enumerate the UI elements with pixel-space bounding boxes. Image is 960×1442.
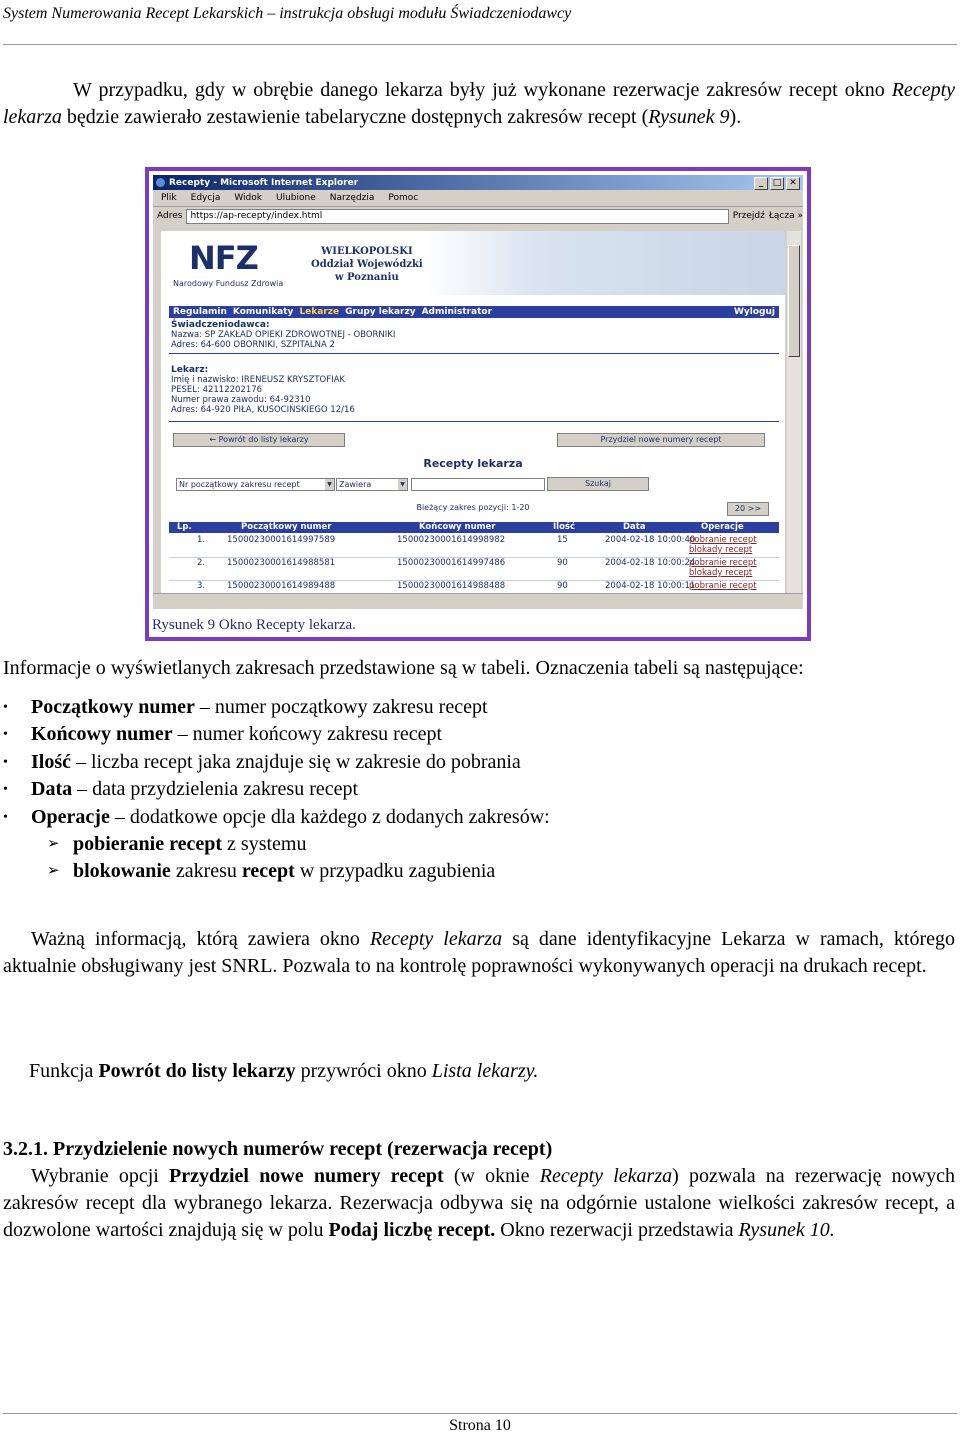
cell-lp: 1. bbox=[197, 535, 206, 545]
address-label: Adres bbox=[157, 211, 183, 221]
sub-list-item bbox=[3, 858, 550, 885]
menu-favorites[interactable]: Ulubione bbox=[275, 193, 316, 203]
cell-lp: 3. bbox=[197, 581, 206, 591]
search-button[interactable]: Szukaj bbox=[547, 477, 649, 491]
text: (w oknie bbox=[443, 1165, 540, 1187]
provider-info bbox=[171, 320, 395, 350]
nav-komunikaty[interactable]: Komunikaty bbox=[232, 307, 294, 317]
text-bold: Przydziel nowe numery recept bbox=[169, 1165, 444, 1187]
menu-tools[interactable]: Narzędzia bbox=[329, 193, 375, 203]
text: W przypadku, gdy w obrębie danego lekarza były już wykonane rezerwacje zakresów recept okno bbox=[73, 79, 892, 101]
page-subtitle: Recepty lekarza bbox=[423, 457, 523, 470]
cell-start: 15000230001614988581 bbox=[227, 558, 336, 568]
nfz-logo-subtitle: Narodowy Fundusz Zdrowia bbox=[173, 279, 284, 288]
term: recept bbox=[241, 860, 295, 883]
text: ). bbox=[729, 106, 742, 128]
list-item bbox=[3, 749, 550, 776]
term: Początkowy numer bbox=[31, 696, 195, 718]
site-nav bbox=[169, 306, 779, 318]
op-download-link[interactable]: pobranie recept bbox=[689, 581, 757, 591]
menu-bar bbox=[153, 190, 803, 207]
close-button[interactable]: ✕ bbox=[786, 177, 800, 190]
nav-lekarze[interactable]: Lekarze bbox=[299, 307, 340, 317]
paragraph-intro bbox=[3, 77, 955, 131]
table-row bbox=[169, 558, 779, 581]
text-italic: Recepty lekarza bbox=[539, 1165, 673, 1187]
page-number: Strona 10 bbox=[449, 1417, 511, 1434]
cell-qty: 90 bbox=[557, 581, 568, 591]
assign-new-numbers-button[interactable]: Przydziel nowe numery recept bbox=[557, 433, 765, 447]
text-italic: Recepty lekarza bbox=[369, 928, 503, 950]
doctor-pesel: PESEL: 42112202176 bbox=[171, 385, 263, 395]
text-bold: Podaj liczbę recept. bbox=[328, 1219, 496, 1241]
cell-lp: 2. bbox=[197, 558, 206, 568]
cell-qty: 90 bbox=[557, 558, 568, 568]
col-end: Końcowy numer bbox=[419, 522, 496, 532]
provider-heading: Świadczeniodawca: bbox=[171, 320, 270, 330]
next-page-button[interactable]: 20 >> bbox=[727, 502, 769, 516]
definition: – numer początkowy zakresu recept bbox=[194, 696, 488, 718]
back-to-doctors-button[interactable]: ← Powrót do listy lekarzy bbox=[173, 433, 345, 447]
doctor-heading: Lekarz: bbox=[171, 365, 209, 375]
web-page bbox=[161, 231, 785, 593]
sub-list-wrapper bbox=[3, 831, 550, 886]
vertical-scrollbar[interactable] bbox=[787, 231, 801, 593]
scroll-thumb[interactable] bbox=[788, 245, 800, 357]
cell-start: 15000230001614997589 bbox=[227, 535, 336, 545]
filter-op-select[interactable] bbox=[336, 478, 408, 491]
paragraph-reservation bbox=[3, 1163, 955, 1244]
figure-caption: Rysunek 9 Okno Recepty lekarza. bbox=[152, 617, 356, 633]
doctor-license: Numer prawa zawodu: 64-92310 bbox=[171, 395, 311, 405]
cell-start: 15000230001614989488 bbox=[227, 581, 336, 591]
cell-date: 2004-02-18 10:00:24 bbox=[605, 558, 696, 568]
filter-field-select[interactable] bbox=[176, 478, 335, 491]
legend-list bbox=[3, 694, 550, 886]
op-download-link[interactable]: pobranie recept bbox=[689, 535, 757, 545]
cell-end: 15000230001614998982 bbox=[397, 535, 506, 545]
address-bar bbox=[153, 207, 803, 225]
list-item bbox=[3, 721, 550, 748]
list-item bbox=[3, 804, 550, 831]
definition: z systemu bbox=[222, 833, 307, 856]
provider-address: Adres: 64-600 OBORNIKI, SZPITALNA 2 bbox=[171, 340, 335, 350]
text: są dane identyfikacyjne Lekarza w ramach, którego aktualnie obsługiwany jest SNRL. Pozwala to na kontrolę poprawności wykonywanych operacji na drukach recept. bbox=[3, 928, 955, 977]
browser-window bbox=[153, 175, 803, 609]
minimize-button[interactable]: _ bbox=[754, 177, 768, 190]
list-item bbox=[3, 694, 550, 721]
range-label: Bieżący zakres pozycji: 1-20 bbox=[416, 503, 530, 512]
cell-end: 15000230001614997486 bbox=[397, 558, 506, 568]
definition: zakresu bbox=[170, 860, 242, 883]
op-block-link[interactable]: blokady recept bbox=[689, 568, 753, 578]
go-button[interactable]: Przejdź bbox=[732, 211, 765, 221]
filter-op-value: Zawiera bbox=[339, 480, 372, 489]
term: Operacje bbox=[31, 805, 110, 828]
text-italic: Lista lekarzy. bbox=[431, 1060, 539, 1082]
definition: – dodatkowe opcje dla każdego z dodanych zakresów: bbox=[109, 805, 550, 828]
ie-icon bbox=[156, 178, 165, 187]
cell-end: 15000230001614988488 bbox=[397, 581, 506, 591]
section-heading: 3.2.1. Przydzielenie nowych numerów recept (rezerwacja recept) bbox=[3, 1138, 553, 1160]
doctor-info bbox=[171, 365, 355, 415]
filter-field-value: Nr początkowy zakresu recept bbox=[179, 480, 300, 489]
footer-divider bbox=[3, 1413, 957, 1414]
text: Okno rezerwacji przedstawia bbox=[495, 1219, 739, 1241]
filter-text-input[interactable] bbox=[411, 478, 545, 491]
term: pobieranie recept bbox=[73, 833, 223, 856]
term: Data bbox=[31, 778, 73, 801]
text-bold: Powrót do listy lekarzy bbox=[98, 1060, 296, 1082]
col-lp: Lp. bbox=[177, 522, 192, 532]
operations-sub-list bbox=[3, 831, 550, 886]
text: ) pozwala na rezerwację nowych zakresów recept dla wybranego lekarza. Rezerwacja odbywa się na odgórnie ustalone wielkości zakresów recept, a dozwolone wartości znajdują się w polu bbox=[3, 1165, 955, 1241]
nav-regulamin[interactable]: Regulamin bbox=[173, 307, 227, 317]
text-italic: Recepty lekarza bbox=[3, 79, 955, 128]
document-header: System Numerowania Recept Lekarskich – instrukcja obsługi modułu Świadczeniodawcy bbox=[3, 5, 572, 22]
nav-grupy-lekarzy[interactable]: Grupy lekarzy bbox=[345, 307, 416, 317]
window-title: Recepty - Microsoft Internet Explorer bbox=[169, 177, 359, 188]
maximize-button[interactable]: □ bbox=[770, 177, 784, 190]
nav-logout[interactable]: Wyloguj bbox=[734, 307, 775, 317]
table-row bbox=[169, 535, 779, 558]
address-input[interactable]: https://ap-recepty/index.html bbox=[186, 209, 728, 224]
text: przywróci okno bbox=[295, 1060, 432, 1082]
col-date: Data bbox=[623, 522, 646, 532]
status-bar bbox=[153, 593, 803, 609]
col-start: Początkowy numer bbox=[241, 522, 332, 532]
text: będzie zawierało zestawienie tabelaryczne dostępnych zakresów recept ( bbox=[61, 106, 649, 128]
list-item bbox=[3, 776, 550, 803]
menu-view[interactable]: Widok bbox=[234, 193, 262, 203]
menu-file[interactable]: Plik bbox=[161, 193, 177, 203]
op-block-link[interactable]: blokady recept bbox=[689, 545, 753, 555]
menu-edit[interactable]: Edycja bbox=[190, 193, 221, 203]
branch-name bbox=[311, 245, 423, 284]
col-operations: Operacje bbox=[701, 522, 744, 532]
nfz-logo: NFZ bbox=[189, 239, 258, 277]
nav-administrator[interactable]: Administrator bbox=[421, 307, 493, 317]
definition: w przypadku zagubienia bbox=[294, 860, 496, 883]
provider-name: Nazwa: SP ZAKŁAD OPIEKI ZDROWOTNEJ - OBORNIKI bbox=[171, 330, 396, 340]
divider bbox=[169, 353, 779, 354]
dropdown-arrow-icon: ▼ bbox=[398, 479, 407, 490]
doctor-address: Adres: 64-920 PIŁA, KUSOCIŃSKIEGO 12/16 bbox=[171, 405, 355, 415]
term: blokowanie bbox=[73, 860, 171, 883]
paragraph-doctor-data bbox=[3, 926, 955, 980]
definition: – data przydzielenia zakresu recept bbox=[72, 778, 359, 801]
term: Końcowy numer bbox=[31, 723, 173, 746]
branch-line: Oddział Wojewódzki bbox=[311, 259, 423, 270]
op-download-link[interactable]: pobranie recept bbox=[689, 558, 757, 568]
term: Ilość bbox=[31, 750, 71, 773]
definition: – numer końcowy zakresu recept bbox=[172, 723, 443, 746]
col-qty: Ilość bbox=[553, 522, 576, 532]
figure-screenshot bbox=[145, 167, 811, 641]
divider bbox=[169, 421, 779, 422]
paragraph-back-function bbox=[29, 1058, 955, 1085]
figure-ref: Rysunek 9 bbox=[648, 106, 730, 128]
dropdown-arrow-icon: ▼ bbox=[325, 479, 334, 490]
branch-line: WIELKOPOLSKI bbox=[321, 246, 413, 257]
window-titlebar bbox=[153, 175, 803, 190]
cell-date: 2004-02-18 10:00:11 bbox=[605, 581, 696, 591]
sub-list-item bbox=[3, 831, 550, 858]
cell-qty: 15 bbox=[557, 535, 568, 545]
table-row bbox=[169, 581, 779, 593]
branch-line: w Poznaniu bbox=[334, 272, 399, 283]
cell-date: 2004-02-18 10:00:40 bbox=[605, 535, 696, 545]
menu-help[interactable]: Pomoc bbox=[388, 193, 419, 203]
table-header bbox=[169, 522, 779, 533]
text: Funkcja bbox=[29, 1060, 99, 1082]
text: Ważną informacją, którą zawiera okno bbox=[31, 928, 370, 950]
doctor-name: Imię i nazwisko: IRENEUSZ KRYSZTOFIAK bbox=[171, 375, 345, 385]
text: Wybranie opcji bbox=[31, 1165, 170, 1187]
links-button[interactable]: Łącza » bbox=[768, 211, 803, 221]
paragraph-table-info: Informacje o wyświetlanych zakresach przedstawione są w tabeli. Oznaczenia tabeli są następujące: bbox=[3, 657, 804, 679]
figure-ref: Rysunek 10. bbox=[738, 1219, 835, 1241]
definition: – liczba recept jaka znajduje się w zakresie do pobrania bbox=[71, 750, 521, 773]
header-divider bbox=[3, 44, 957, 45]
nfz-banner bbox=[161, 231, 785, 295]
